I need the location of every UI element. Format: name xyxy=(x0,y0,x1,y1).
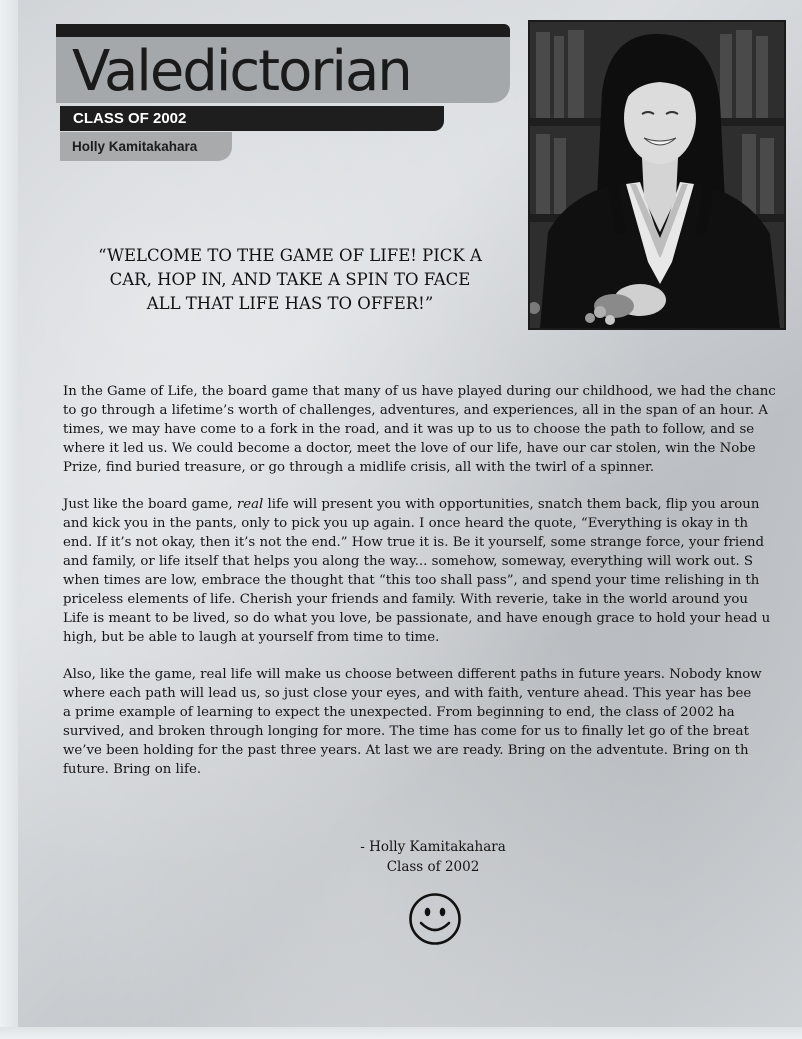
text-segment: Just like the board game, xyxy=(63,497,237,512)
signature-block xyxy=(300,837,566,877)
text-line: we’ve been holding for the past three years. At last we are ready. Bring on the adventute. Bring on th xyxy=(63,743,749,758)
text-line: survived, and broken through longing for more. The time has come for us to finally let go of the breat xyxy=(63,724,749,739)
text-line xyxy=(63,495,802,514)
paragraph-2 xyxy=(63,495,802,647)
class-label: CLASS OF 2002 xyxy=(73,110,187,127)
page-title: Valedictorian xyxy=(72,39,411,104)
text-line: high, but be able to laugh at yourself from time to time. xyxy=(63,630,440,645)
paragraph-1 xyxy=(63,382,802,477)
text-line: where it led us. We could become a doctor, meet the love of our life, have our car stolen, win the Nobe xyxy=(63,441,756,456)
text-line: and family, or life itself that helps you along the way... somehow, someway, everything will work out. S xyxy=(63,554,754,569)
portrait-photo xyxy=(528,20,786,330)
quote-line: “WELCOME TO THE GAME OF LIFE! PICK A xyxy=(98,246,482,265)
text-line: end. If it’s not okay, then it’s not the end.” How true it is. Be it yourself, some strange force, your friend xyxy=(63,535,765,550)
paragraph-3 xyxy=(63,665,802,779)
text-line: In the Game of Life, the board game that many of us have played during our childhood, we had the chanc xyxy=(63,384,776,399)
scan-edge-bottom xyxy=(0,1027,802,1039)
smiley-face-icon xyxy=(408,892,462,946)
text-segment: life will present you with opportunities, snatch them back, flip you aroun xyxy=(263,497,760,512)
featured-quote xyxy=(80,244,500,316)
text-line: to go through a lifetime’s worth of challenges, adventures, and experiences, all in the span of an hour. A xyxy=(63,403,768,418)
signature-name: - Holly Kamitakahara xyxy=(360,839,506,855)
quote-line: CAR, HOP IN, AND TAKE A SPIN TO FACE xyxy=(109,270,471,289)
text-line: a prime example of learning to expect the unexpected. From beginning to end, the class of 2002 ha xyxy=(63,705,735,720)
student-name: Holly Kamitakahara xyxy=(72,139,198,154)
signature-class: Class of 2002 xyxy=(386,859,480,875)
text-line: Prize, find buried treasure, or go through a midlife crisis, all with the twirl of a spinner. xyxy=(63,460,655,475)
speech-body xyxy=(63,382,802,797)
text-line: Life is meant to be lived, so do what you love, be passionate, and have enough grace to hold your head u xyxy=(63,611,771,626)
portrait-illustration xyxy=(530,22,784,328)
text-line: future. Bring on life. xyxy=(63,762,202,777)
text-line: and kick you in the pants, only to pick you up again. I once heard the quote, “Everything is okay in th xyxy=(63,516,749,531)
text-line: priceless elements of life. Cherish your friends and family. With reverie, take in the world around you xyxy=(63,592,748,607)
scan-edge xyxy=(0,0,18,1039)
emphasis-text: real xyxy=(236,497,264,512)
text-line: where each path will lead us, so just close your eyes, and with faith, venture ahead. This year has bee xyxy=(63,686,752,701)
quote-line: ALL THAT LIFE HAS TO OFFER!” xyxy=(146,294,434,313)
text-line: Also, like the game, real life will make us choose between different paths in future years. Nobody know xyxy=(63,667,762,682)
text-line: when times are low, embrace the thought that “this too shall pass”, and spend your time relishing in th xyxy=(63,573,760,588)
text-line: times, we may have come to a fork in the road, and it was up to us to choose the path to follow, and se xyxy=(63,422,755,437)
